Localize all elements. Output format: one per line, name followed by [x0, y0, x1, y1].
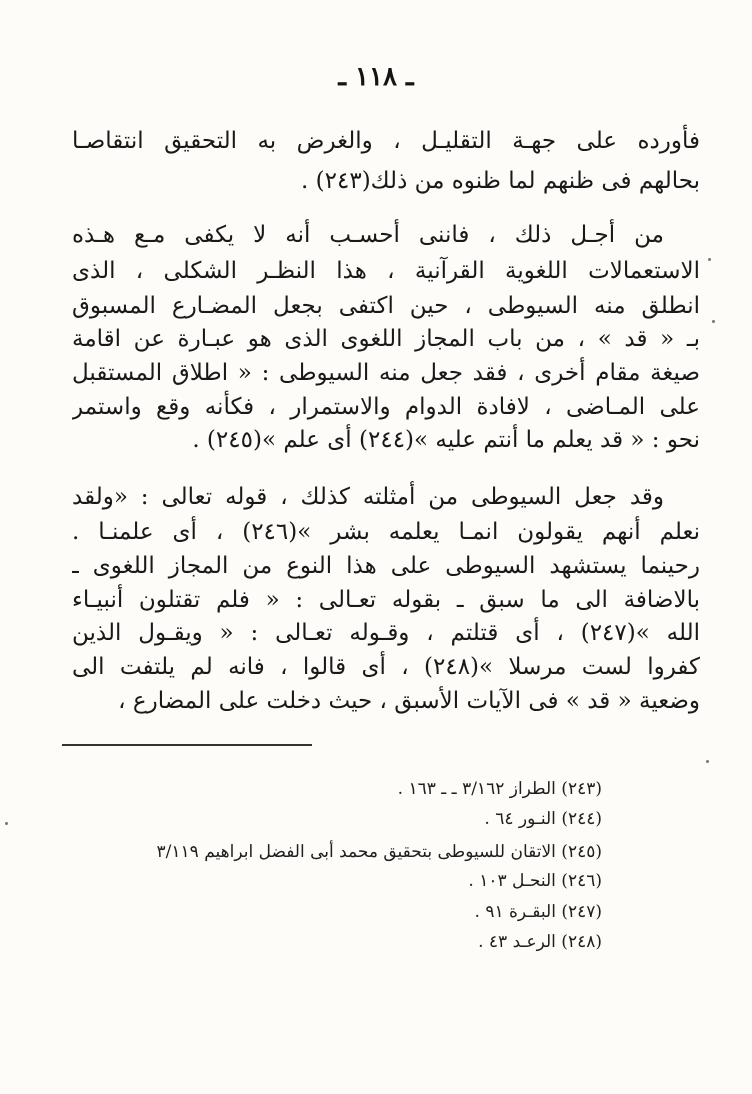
- text-line: على المـاضى ، لافادة الدوام والاستمرار ، فكأنه وقع واستمر: [72, 394, 700, 420]
- text-line: نعلم أنهم يقولون انمـا يعلمه بشر »(٢٤٦) ، أى علمنـا .: [72, 519, 700, 545]
- text-line: صيغة مقام أخرى ، فقد جعل منه السيوطى : « اطلاق المستقبل: [72, 360, 700, 386]
- footnote-245: (٢٤٥) الاتقان للسيوطى بتحقيق محمد أبى الفضل ابراهيم ٣/١١٩: [156, 842, 602, 862]
- footnote-246: (٢٤٦) النحـل ١٠٣ .: [468, 871, 602, 891]
- scan-speck: [706, 760, 709, 763]
- footnote-248: (٢٤٨) الرعـد ٤٣ .: [478, 932, 602, 952]
- scan-speck: [5, 822, 8, 825]
- footnote-separator: [62, 744, 312, 746]
- text-line: كفروا لست مرسلا »(٢٤٨) ، أى قالوا ، فانه لم يلتفت الى: [72, 654, 700, 680]
- scan-speck: [708, 258, 711, 261]
- text-line: بحالهم فى ظنهم لما ظنوه من ذلك(٢٤٣) .: [301, 168, 700, 194]
- text-line: وضعية « قد » فى الآيات الأسبق ، حيث دخلت على المضارع ،: [118, 688, 700, 714]
- text-line: انطلق منه السيوطى ، حين اكتفى بجعل المضـارع المسبوق: [72, 293, 700, 319]
- text-line: بـ « قد » ، من باب المجاز اللغوى الذى هو عبـارة عن اقامة: [72, 326, 700, 352]
- text-line: فأورده على جهـة التقليـل ، والغرض به التحقيق انتقاصـا: [72, 128, 700, 154]
- scan-speck: [712, 320, 715, 323]
- page-number: ـ ١١٨ ـ: [338, 62, 414, 92]
- text-line: الاستعمالات اللغوية القرآنية ، هذا النظـر الشكلى ، الذى: [72, 258, 700, 284]
- text-line: الله »(٢٤٧) ، أى قتلتم ، وقـوله تعـالى : « ويقـول الذين: [72, 620, 700, 646]
- text-line: رحينما يستشهد السيوطى على هذا النوع من المجاز اللغوى ـ: [72, 553, 700, 579]
- text-line: من أجـل ذلك ، فاننى أحسـب أنه لا يكفى مـع هـذه: [72, 222, 664, 248]
- footnote-244: (٢٤٤) النـور ٦٤ .: [484, 809, 602, 829]
- text-line: بالاضافة الى ما سبق ـ بقوله تعـالى : « فلم تقتلون أنبيـاء: [72, 587, 700, 613]
- footnote-247: (٢٤٧) البقـرة ٩١ .: [474, 902, 602, 922]
- text-line: وقد جعل السيوطى من أمثلته كذلك ، قوله تعالى : «ولقد: [72, 484, 664, 510]
- text-line: نحو : « قد يعلم ما أنتم عليه »(٢٤٤) أى علم »(٢٤٥) .: [192, 427, 700, 453]
- footnote-243: (٢٤٣) الطراز ٣/١٦٢ ـ ـ ١٦٣ .: [397, 779, 602, 799]
